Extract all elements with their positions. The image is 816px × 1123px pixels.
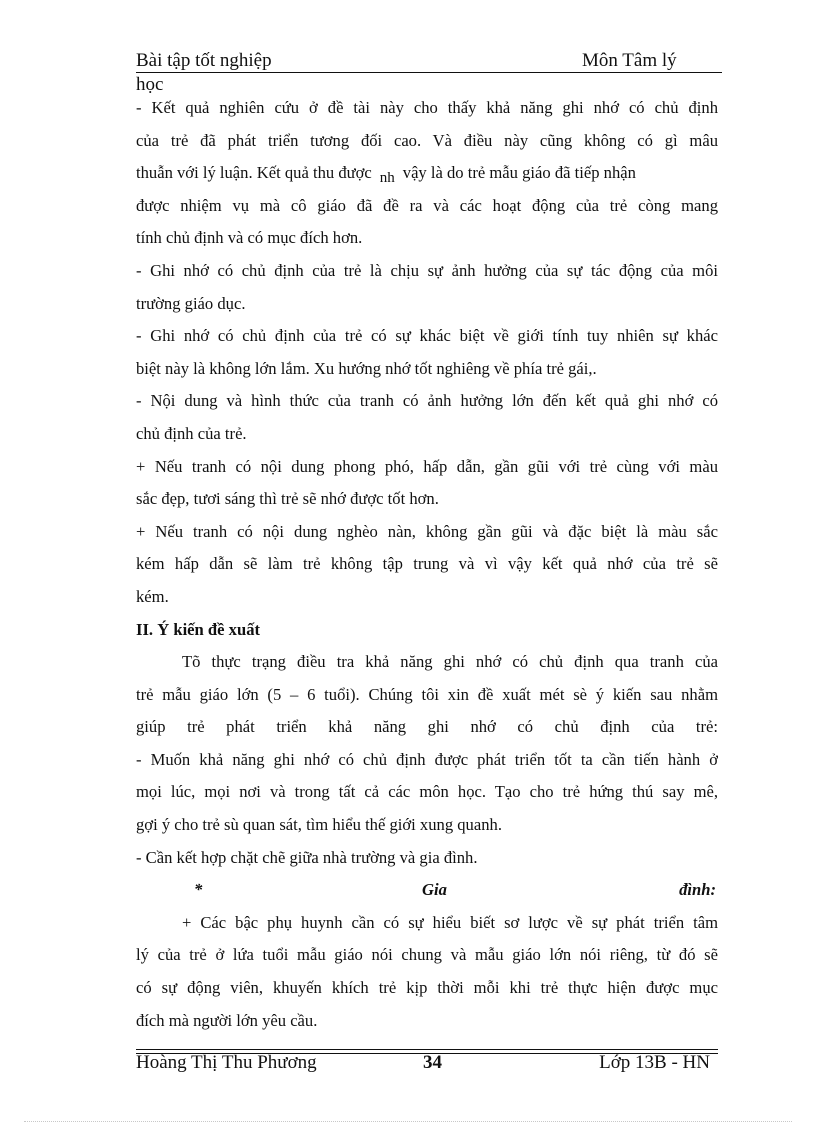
- text-line: - Cần kết hợp chặt chẽ giữa nhà trường và gia đình.: [136, 847, 478, 867]
- text-line: tính chủ định và có mục đích hơn.: [136, 228, 363, 248]
- text-line: + Các bậc phụ huynh cần có sự hiểu biết sơ lược về sự phát triển tâm: [182, 912, 718, 932]
- text-segment: thuẫn với lý luận. Kết quả thu được: [136, 163, 372, 183]
- page-footer: [136, 1052, 718, 1078]
- text-line: Tõ thực trạng điều tra khả năng ghi nhớ có chủ định qua tranh của: [182, 652, 718, 672]
- text-line: kém hấp dẫn sẽ làm trẻ không tập trung và vì vậy kết quả nhớ của trẻ sẽ: [136, 554, 718, 574]
- body-text: [136, 92, 718, 1037]
- text-line: [136, 157, 718, 190]
- text-line: - Nội dung và hình thức của tranh có ảnh hưởng lớn đến kết quả ghi nhớ có: [136, 391, 718, 411]
- text-line: + Nếu tranh có nội dung phong phó, hấp dẫn, gần gũi với trẻ cùng với màu: [136, 456, 718, 476]
- text-line: của trẻ đã phát triển tương đối cao. Và điều này cũng không có gì mâu: [136, 130, 718, 150]
- header-title: Bài tập tốt nghiệp: [136, 50, 272, 71]
- subheading-word: đình:: [679, 880, 716, 900]
- header-subject-continuation: học: [136, 74, 164, 95]
- text-line: sắc đẹp, tươi sáng thì trẻ sẽ nhớ được tốt hơn.: [136, 489, 439, 509]
- bullet-star: *: [194, 880, 203, 900]
- text-line: gợi ý cho trẻ sù quan sát, tìm hiểu thế giới xung quanh.: [136, 815, 502, 835]
- text-line: chủ định của trẻ.: [136, 423, 247, 443]
- text-line: giúp trẻ phát triển khả năng ghi nhớ có chủ định của trẻ:: [136, 717, 718, 737]
- text-line: được nhiệm vụ mà cô giáo đã đề ra và các hoạt động của trẻ còng mang: [136, 195, 718, 215]
- text-line: lý của trẻ ở lứa tuổi mẫu giáo nói chung và mẫu giáo lớn nói riêng, từ đó sẽ: [136, 945, 718, 965]
- subscript-text: nh: [379, 170, 395, 187]
- text-line: trường giáo dục.: [136, 293, 246, 313]
- text-line: kém.: [136, 586, 169, 606]
- text-line: mọi lúc, mọi nơi và trong tất cả các môn học. Tạo cho trẻ hứng thú say mê,: [136, 782, 718, 802]
- text-line: có sự động viên, khuyến khích trẻ kịp thời mỗi khi trẻ thực hiện được mục: [136, 978, 718, 998]
- subheading-word: Gia: [422, 880, 447, 900]
- text-line: - Ghi nhớ có chủ định của trẻ có sự khác biệt về giới tính tuy nhiên sự khác: [136, 326, 718, 346]
- page-bottom-border: [24, 1121, 792, 1122]
- page-header: [136, 48, 722, 73]
- text-line: đích mà người lớn yêu cầu.: [136, 1010, 318, 1030]
- footer-author: Hoàng Thị Thu Phương: [136, 1052, 317, 1073]
- text-segment: vậy là do trẻ mẫu giáo đã tiếp nhận: [402, 163, 636, 183]
- subheading-gia-dinh: [136, 874, 718, 907]
- text-line: biệt này là không lớn lắm. Xu hướng nhớ tốt nghiêng về phía trẻ gái,.: [136, 358, 597, 378]
- text-line: - Ghi nhớ có chủ định của trẻ là chịu sự ảnh hưởng của sự tác động của môi: [136, 260, 718, 280]
- footer-divider: [136, 1049, 718, 1050]
- footer-class: Lớp 13B - HN: [599, 1052, 710, 1073]
- header-subject: Môn Tâm lý: [582, 50, 677, 71]
- page-number: 34: [423, 1052, 442, 1073]
- text-line: - Muốn khả năng ghi nhớ có chủ định được phát triển tốt ta cần tiến hành ở: [136, 749, 718, 769]
- text-line: trẻ mẫu giáo lớn (5 – 6 tuổi). Chúng tôi xin đề xuất mét sè ý kiến sau nhằm: [136, 684, 718, 704]
- text-line: - Kết quả nghiên cứu ở đề tài này cho thấy khả năng ghi nhớ có chủ định: [136, 98, 718, 117]
- text-line: + Nếu tranh có nội dung nghèo nàn, không gần gũi và đặc biệt là màu sắc: [136, 521, 718, 541]
- section-heading: II. Ý kiến đề xuất: [136, 619, 261, 639]
